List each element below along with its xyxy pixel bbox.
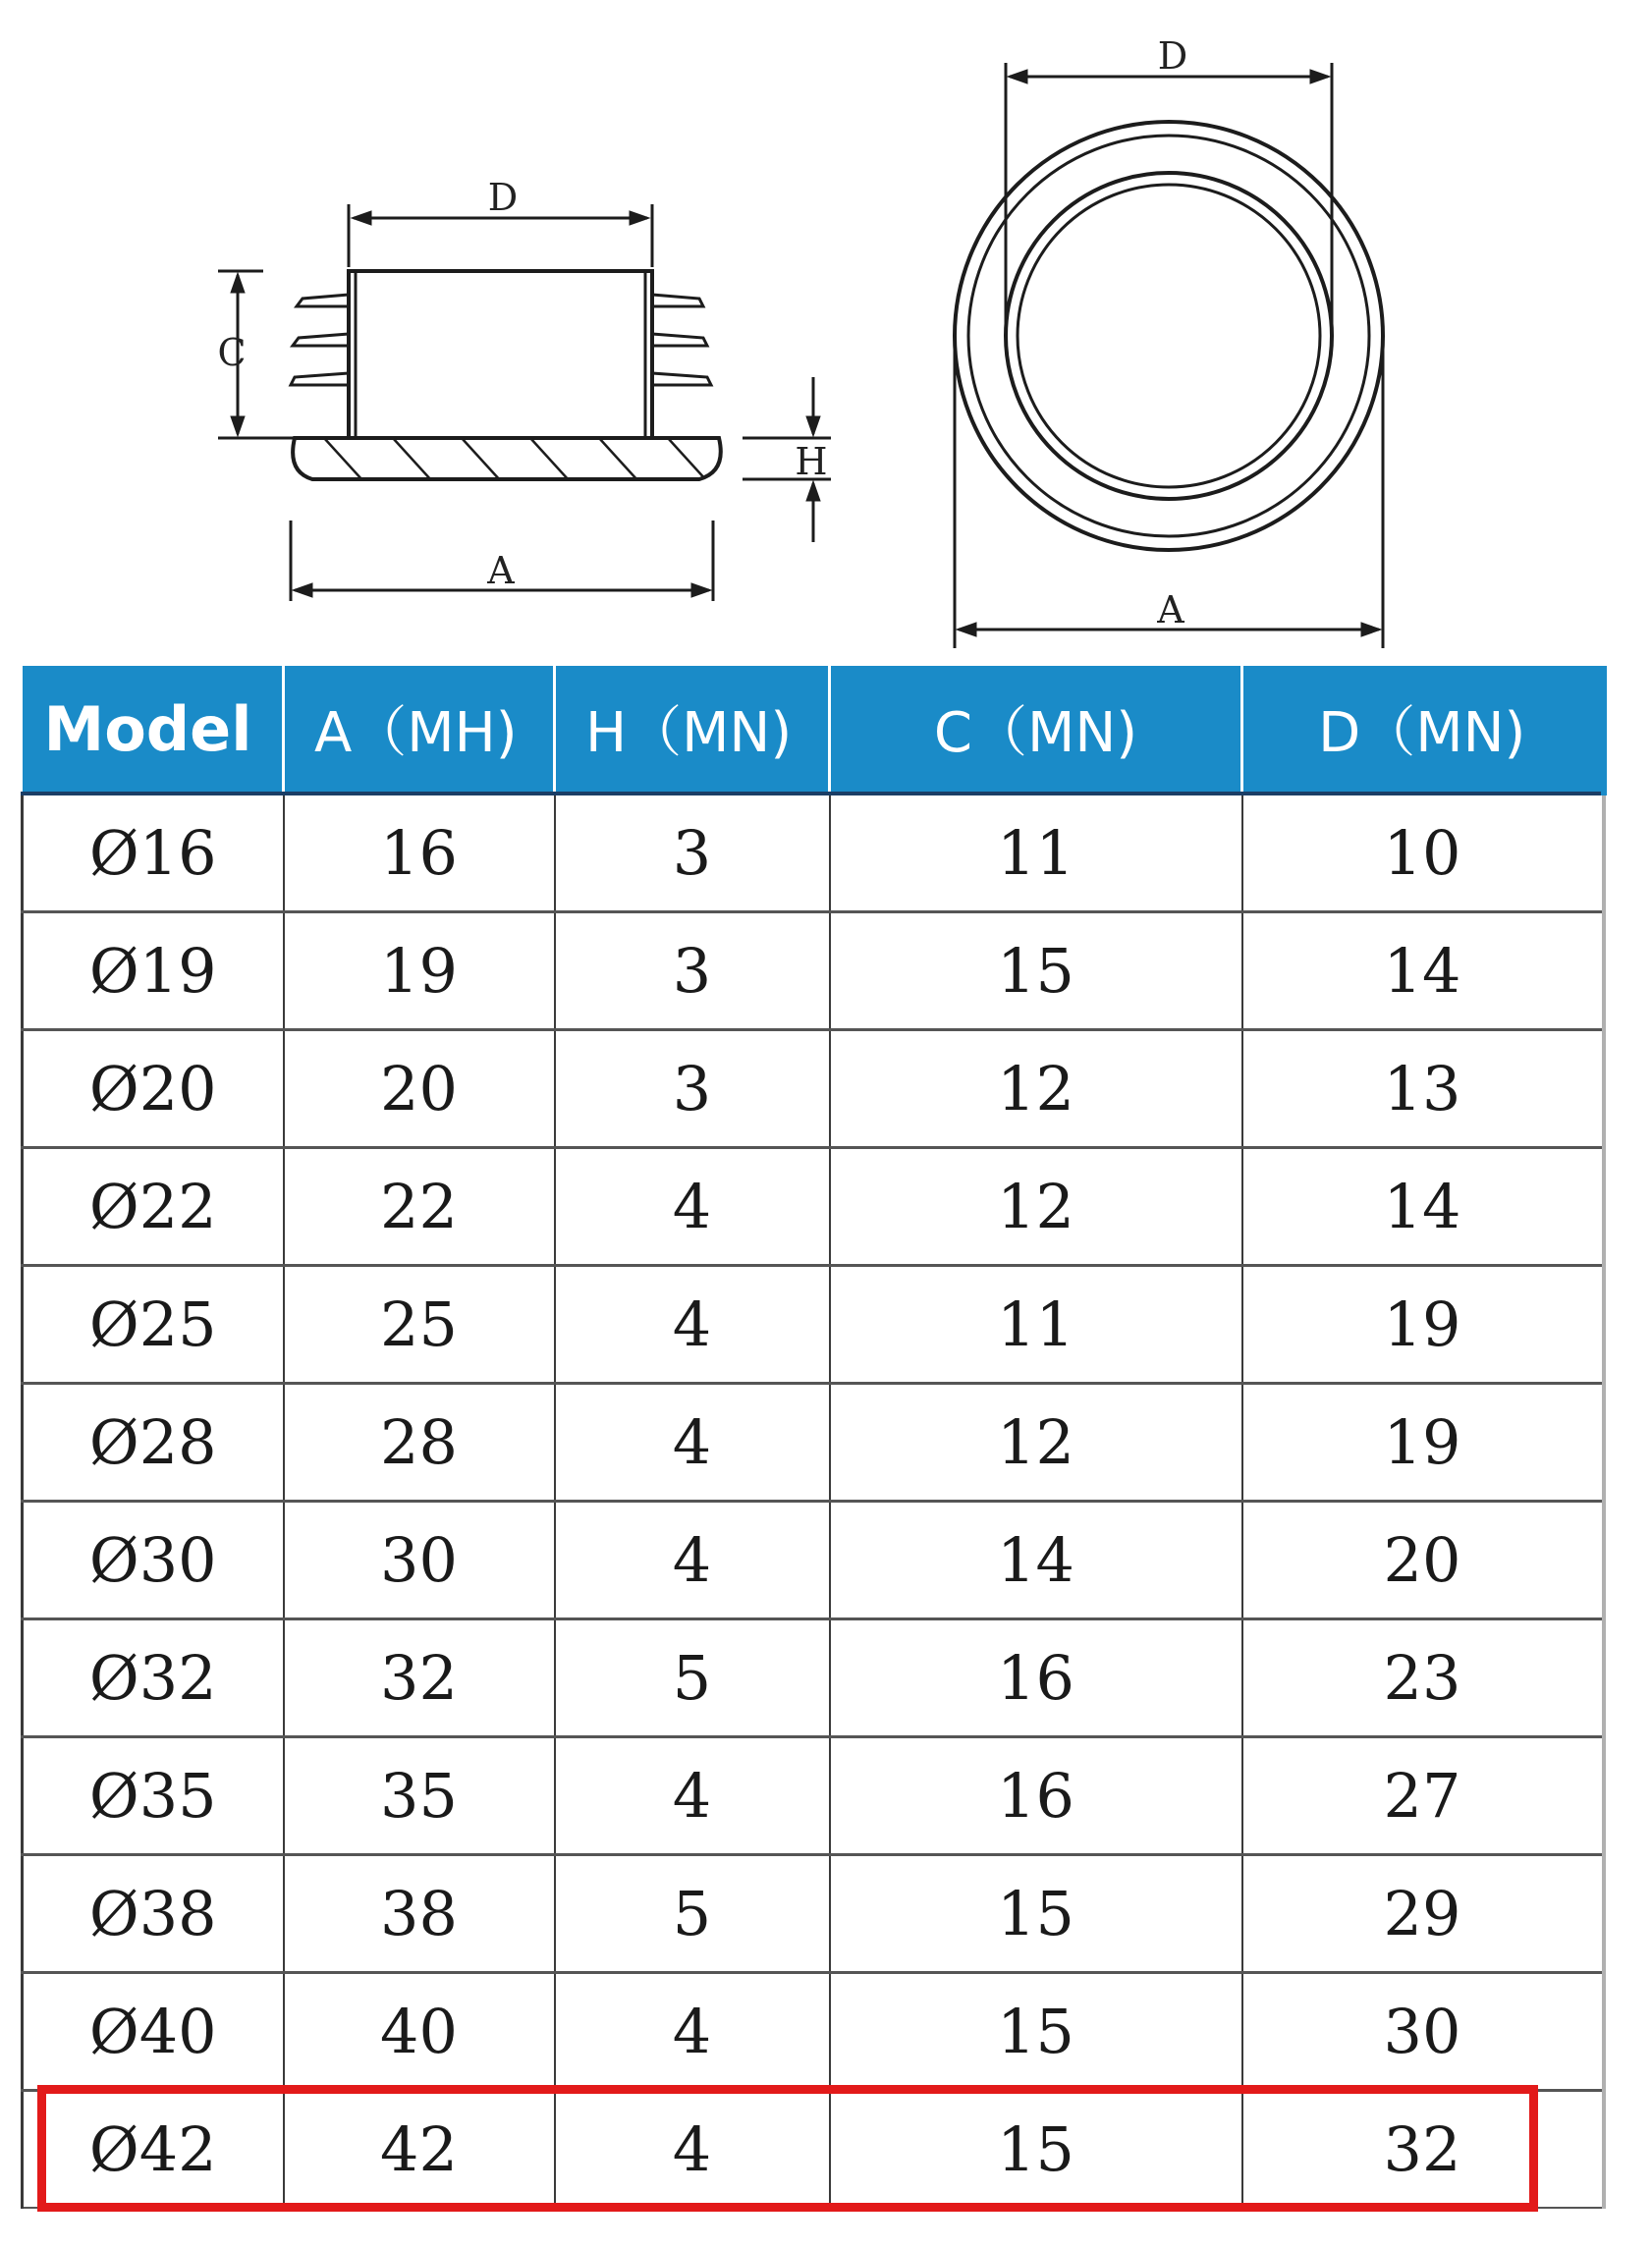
cell-c: 15 [830,2091,1242,2209]
table-row [23,1266,1604,1384]
cell-h: 4 [555,2091,830,2209]
header-c: C（MN) [830,666,1242,794]
table-row [23,1619,1604,1737]
header-a: A（MH) [284,666,555,794]
cell-a: 40 [284,1973,555,2091]
cell-a: 20 [284,1030,555,1148]
cell-a: 38 [284,1855,555,1973]
table-row [23,794,1604,912]
cell-c: 12 [830,1030,1242,1148]
cell-a: 25 [284,1266,555,1384]
header-model: Model [23,666,284,794]
drawing-svg [0,0,1652,668]
cell-c: 15 [830,912,1242,1030]
cell-a: 28 [284,1384,555,1502]
header-h: H（MN) [555,666,830,794]
cell-d: 29 [1242,1855,1604,1973]
cell-d: 13 [1242,1030,1604,1148]
cell-a: 22 [284,1148,555,1266]
cell-d: 32 [1242,2091,1604,2209]
cell-model: Ø28 [23,1384,284,1502]
top-d-label: D [1157,34,1188,78]
header-d: D（MN) [1242,666,1604,794]
cell-c: 15 [830,1855,1242,1973]
cell-model: Ø22 [23,1148,284,1266]
cell-h: 3 [555,794,830,912]
cell-model: Ø20 [23,1030,284,1148]
cell-a: 30 [284,1502,555,1619]
cell-a: 32 [284,1619,555,1737]
cell-model: Ø25 [23,1266,284,1384]
cell-a: 35 [284,1737,555,1855]
table-row [23,1973,1604,2091]
cell-h: 4 [555,1148,830,1266]
table-row [23,1855,1604,1973]
cell-c: 11 [830,1266,1242,1384]
table-row [23,912,1604,1030]
table-row [23,1737,1604,1855]
cell-model: Ø30 [23,1502,284,1619]
cell-model: Ø35 [23,1737,284,1855]
cell-d: 23 [1242,1619,1604,1737]
technical-drawing [0,0,1652,668]
side-h-label: H [795,440,828,483]
cell-d: 10 [1242,794,1604,912]
side-view [218,204,831,601]
cell-c: 16 [830,1737,1242,1855]
cell-h: 4 [555,1384,830,1502]
table-row [23,1384,1604,1502]
table-row [23,1148,1604,1266]
cell-model: Ø38 [23,1855,284,1973]
cell-c: 11 [830,794,1242,912]
spec-table [21,666,1607,2209]
cell-a: 42 [284,2091,555,2209]
cell-d: 30 [1242,1973,1604,2091]
cell-h: 5 [555,1855,830,1973]
cell-a: 19 [284,912,555,1030]
cell-d: 14 [1242,912,1604,1030]
cell-c: 15 [830,1973,1242,2091]
side-d-label: D [487,176,519,219]
cell-d: 19 [1242,1266,1604,1384]
cell-d: 20 [1242,1502,1604,1619]
cell-model: Ø40 [23,1973,284,2091]
cell-h: 4 [555,1973,830,2091]
cell-d: 19 [1242,1384,1604,1502]
cell-c: 12 [830,1384,1242,1502]
cell-c: 12 [830,1148,1242,1266]
cell-c: 14 [830,1502,1242,1619]
cell-h: 5 [555,1619,830,1737]
cell-model: Ø32 [23,1619,284,1737]
cell-model: Ø19 [23,912,284,1030]
table-row [23,1030,1604,1148]
cell-h: 4 [555,1266,830,1384]
cell-model: Ø16 [23,794,284,912]
table-row [23,1502,1604,1619]
cell-d: 14 [1242,1148,1604,1266]
cell-model: Ø42 [23,2091,284,2209]
cell-a: 16 [284,794,555,912]
cell-h: 4 [555,1502,830,1619]
side-a-label: A [487,549,515,592]
table-header-row [23,666,1604,794]
side-c-label: C [217,331,247,374]
cell-h: 3 [555,1030,830,1148]
cell-d: 27 [1242,1737,1604,1855]
cell-h: 3 [555,912,830,1030]
cell-c: 16 [830,1619,1242,1737]
top-view [955,63,1383,648]
table-row-highlighted [23,2091,1604,2209]
top-a-label: A [1157,588,1184,631]
cell-h: 4 [555,1737,830,1855]
